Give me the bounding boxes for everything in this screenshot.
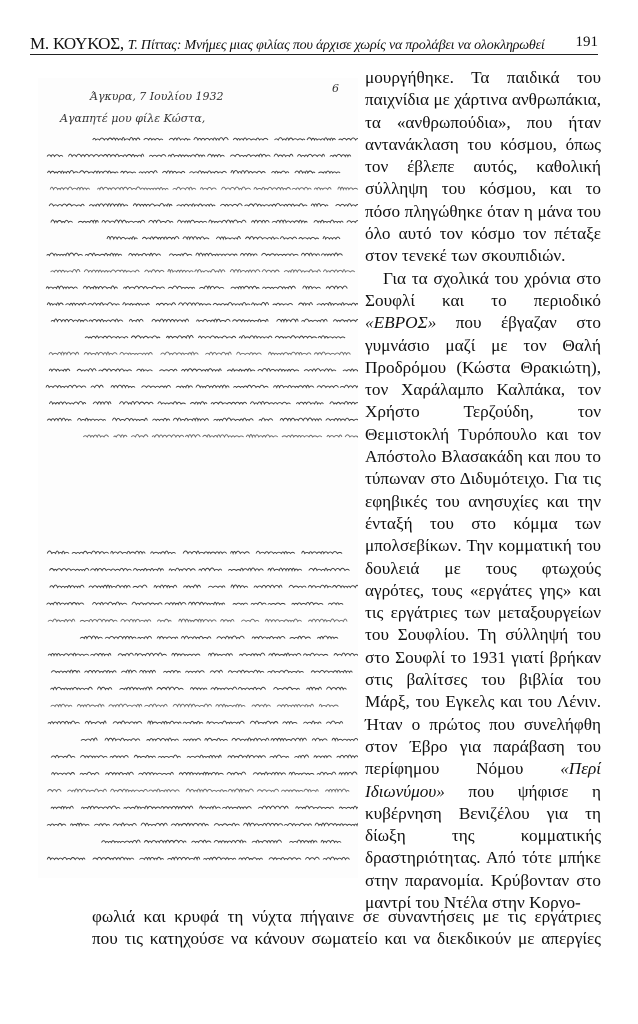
paragraph-2-part-a: Για τα σχολικά του χρόνια στο Σουφλί και το περιοδικό <box>365 268 601 310</box>
handwriting-stroke <box>52 772 358 775</box>
page-number: 191 <box>575 34 598 50</box>
handwriting-stroke <box>48 171 341 173</box>
handwriting-stroke <box>47 789 349 792</box>
handwriting-stroke <box>48 653 358 656</box>
handwriting-stroke <box>49 568 349 571</box>
handwriting-lines <box>46 138 358 860</box>
handwriting-stroke <box>85 336 345 339</box>
letter-heading: Άγκυρα, 7 Ιουλίου 1932 <box>90 90 224 103</box>
handwriting-stroke <box>49 352 350 354</box>
text-column <box>365 67 601 914</box>
full-line-1: φωλιά και κρυφά τη νύχτα πήγαινε σε συναντήσεις με τις εργάτριες <box>92 907 601 926</box>
paragraph-2-part-b: που έβγαζαν στο γυμνάσιο μαζί με τον Θαλή Προδρόμου (Κώστα Θρακιώτη), τον Χαράλαμπο Καλπάκα, τον Χρήστο Τερζούδη, τον Θεμιστοκλή Τυρόπουλο και τον Απόστολο Βλασακάδη και που το τύπωναν στο Διδυμότειχο. Για τις εφηβικές του ανησυχίες και την ένταξή του στο κόμμα των μπολσεβίκων. Την κομματική του δουλειά με τους φτωχούς αγρότες, τους «εργάτες γης» και τις εργάτριες των μεταξουργείων του Σουφλίου. Τη σύλληψή του στο Σουφλί το 1931 γιατί βρήκαν στις βαλίτσες του βιβλία του Μάρξ, του Εγκελς και του Λένιν. Ήταν ο πρώτος που συνελήφθη στον Έβρο για παράβαση του περίφημου Νόμου <box>365 313 601 779</box>
full-width-text <box>92 906 601 951</box>
handwriting-stroke <box>51 806 358 809</box>
handwriting-stroke <box>80 636 338 638</box>
handwriting-stroke <box>47 551 342 554</box>
handwriting-stroke <box>51 687 347 690</box>
handwriting-stroke <box>47 154 351 156</box>
handwriting-stroke <box>93 138 358 140</box>
running-header <box>30 28 598 55</box>
handwriting-stroke <box>83 435 358 438</box>
handwriting-stroke <box>49 204 358 206</box>
handwriting-stroke <box>48 619 347 622</box>
handwriting-stroke <box>49 369 358 371</box>
handwriting-stroke <box>51 755 358 758</box>
handwriting-stroke <box>51 319 358 322</box>
handwriting-stroke <box>47 823 358 826</box>
handwriting-stroke <box>49 402 358 404</box>
paragraph-2-part-c: που ψήφισε η κυβέρνηση Βενιζέλου για τη δίωξη της κομματικής δραστηριότητας. Από τότε μπήκε στην παρανομία. Κρύβονταν στο μαντρί του Ντέλα στην Κορνο- <box>365 781 601 912</box>
header-author: Μ. ΚΟΥΚΟΣ, <box>30 34 124 53</box>
handwriting-stroke <box>50 585 358 588</box>
handwritten-letter-facsimile <box>38 78 358 878</box>
header-subtitle: Τ. Πίττας: Μνήμες μιας φιλίας που άρχισε χωρίς να προλάβει να ολοκληρωθεί <box>127 38 545 53</box>
handwriting-stroke <box>81 738 358 741</box>
paragraph-2 <box>365 268 601 915</box>
law-title: «Περί Ιδιωνύμου» <box>365 759 601 801</box>
journal-title: «ΕΒΡΟΣ» <box>365 313 437 333</box>
handwriting-stroke <box>51 670 352 672</box>
handwriting-stroke <box>107 237 340 240</box>
handwriting-stroke <box>46 286 347 289</box>
full-line-2: που τις κατηχούσε να κάνουν σωματείο και να διεκδικούν με απεργίες <box>92 929 601 949</box>
letter-salutation: Αγαπητέ μου φίλε Κώστα, <box>60 112 206 125</box>
letter-image <box>38 78 358 878</box>
letter-corner-mark: 6 <box>332 82 339 95</box>
handwriting-stroke <box>50 187 358 190</box>
handwriting-stroke <box>47 418 358 421</box>
handwriting-stroke <box>46 385 358 387</box>
handwriting-stroke <box>51 220 358 223</box>
handwriting-stroke <box>47 857 349 859</box>
handwriting-stroke <box>47 602 344 604</box>
handwriting-stroke <box>48 721 343 724</box>
handwriting-stroke <box>47 253 343 256</box>
handwriting-stroke <box>102 840 342 842</box>
handwriting-stroke <box>51 704 339 706</box>
handwriting-stroke <box>47 303 358 306</box>
paragraph-1: μουργήθηκε. Τα παιδικά του παιχνίδια με χάρτινα ανθρωπάκια, τα «ανθρωπούδια», που ήταν αντανάκλαση του κόσμου, όπως τον έβλεπε αυτός, καθολική σύλληψη του κόσμου, και το πόσο πληγώθηκε όταν η μάνα του όλο αυτό τον κόσμο τον πέταξε στον τενεκέ των σκουπιδιών. <box>365 68 601 266</box>
header-title <box>30 34 545 54</box>
handwriting-stroke <box>51 270 355 273</box>
